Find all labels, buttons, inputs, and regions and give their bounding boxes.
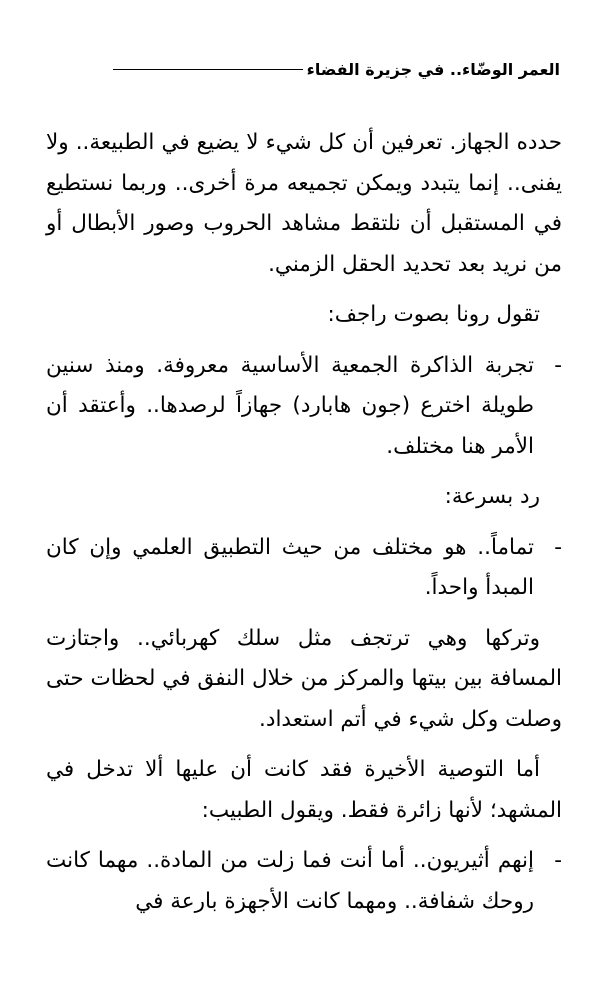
paragraph: أما التوصية الأخيرة فقد كانت أن عليها ألا تدخل في المشهد؛ لأنها زائرة فقط. ويقول الطبيب: bbox=[46, 757, 562, 823]
paragraph: وتركها وهي ترتجف مثل سلك كهربائي.. واجتازت المسافة بين بيتها والمركز من خلال النفق في لحظات حتى وصلت وكل شيء في أتم استعداد. bbox=[46, 625, 562, 732]
dialogue-line bbox=[46, 841, 562, 922]
dialogue-line bbox=[46, 528, 562, 609]
dialogue-text: إنهم أثيريون.. أما أنت فما زلت من المادة.. مهما كانت روحك شفافة.. ومهما كانت الأجهزة بارعة في bbox=[46, 848, 534, 914]
dialogue-dash: - bbox=[554, 848, 562, 873]
body-text bbox=[46, 123, 562, 932]
dialogue-line bbox=[46, 346, 562, 468]
dialogue-dash: - bbox=[554, 534, 562, 560]
paragraph: تقول رونا بصوت راجف: bbox=[327, 302, 540, 327]
dialogue-text: تماماً.. هو مختلف من حيث التطبيق العلمي وإن كان المبدأ واحداً. bbox=[46, 534, 534, 600]
dialogue-dash: - bbox=[554, 352, 562, 378]
header-title: العمر الوضّاء.. في جزيرة الفضاء bbox=[306, 60, 560, 79]
header-rule bbox=[113, 69, 303, 70]
paragraph: رد بسرعة: bbox=[444, 484, 540, 509]
running-header bbox=[113, 60, 560, 79]
dialogue-text: تجربة الذاكرة الجمعية الأساسية معروفة. ومنذ سنين طويلة اخترع (جون هابارد) جهازاً لرصدها.. وأعتقد أن الأمر هنا مختلف. bbox=[46, 352, 534, 459]
paragraph: حدده الجهاز. تعرفين أن كل شيء لا يضيع في الطبيعة.. ولا يفنى.. إنما يتبدد ويمكن تجميعه مرة أخرى.. وربما نستطيع في المستقبل أن نلتقط مشاهد الحروب وصور الأبطال أو من نريد بعد تحديد الحقل الزمني. bbox=[46, 130, 562, 277]
